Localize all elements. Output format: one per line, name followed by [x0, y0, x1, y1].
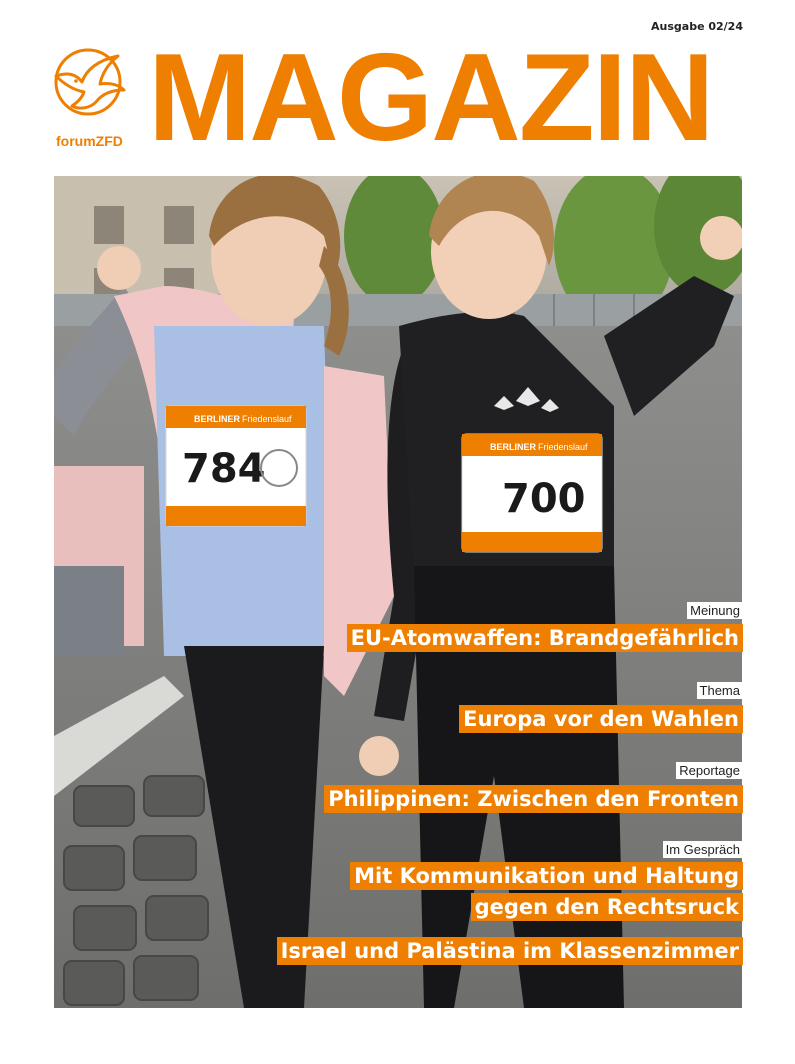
issue-number: Ausgabe 02/24	[651, 20, 743, 33]
toc-category: Im Gespräch	[663, 841, 743, 858]
toc-headline: Philippinen: Zwischen den Fronten	[324, 785, 743, 813]
toc-headline-line2: gegen den Rechtsruck	[471, 893, 743, 921]
toc-headline: Israel und Palästina im Klassenzimmer	[277, 937, 743, 965]
masthead-title: MAGAZIN	[148, 29, 713, 167]
dove-icon	[46, 44, 130, 118]
bib-right-brand: BERLINER	[490, 442, 537, 452]
bib-left-brand: BERLINER	[194, 414, 241, 424]
bib-left-event: Friedenslauf	[242, 414, 292, 424]
toc-headline-line1: Mit Kommunikation und Haltung	[350, 862, 743, 890]
bib-right-event: Friedenslauf	[538, 442, 588, 452]
forumzfd-logo	[46, 44, 134, 164]
bib-right-number: 700	[502, 476, 586, 522]
toc-headline: EU-Atomwaffen: Brandgefährlich	[347, 624, 743, 652]
logo-text: forumZFD	[56, 133, 123, 149]
toc-category: Meinung	[687, 602, 743, 619]
toc-category: Reportage	[676, 762, 743, 779]
toc-category: Thema	[697, 682, 743, 699]
toc-headline: Europa vor den Wahlen	[459, 705, 743, 733]
bib-left-number: 784	[182, 446, 266, 492]
